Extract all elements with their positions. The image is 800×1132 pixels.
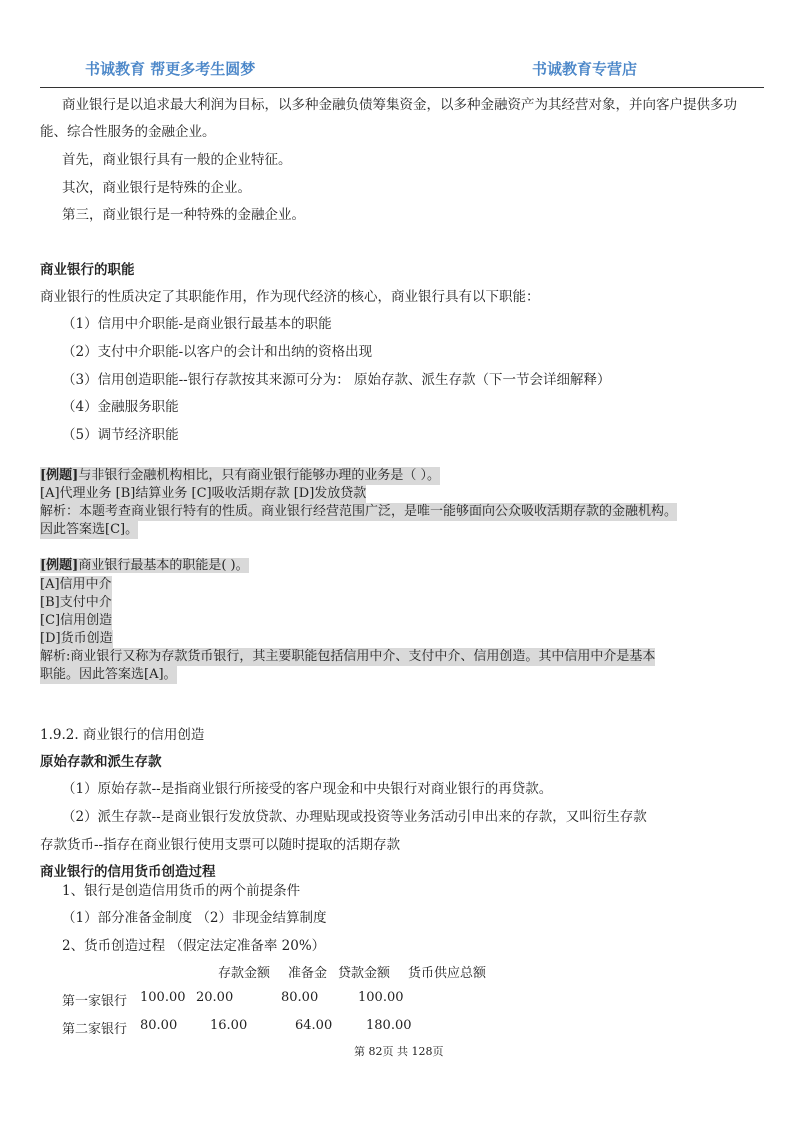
table-row-1-deposit: 100.00 — [140, 990, 186, 1005]
functions-heading: 商业银行的职能 — [40, 262, 135, 278]
section-title: 1.9.2. 商业银行的信用创造 — [40, 727, 205, 743]
section-sub-heading-1: 原始存款和派生存款 — [40, 754, 162, 770]
example2-analysis-1: 解析:商业银行又称为存款货币银行，其主要职能包括信用中介、支付中介、信用创造。其中信用中介是基本 — [40, 649, 656, 664]
functions-lead: 商业银行的性质决定了其职能作用，作为现代经济的核心，商业银行具有以下职能： — [40, 289, 540, 305]
example1-question — [40, 467, 440, 485]
example2-option-c: [C]信用创造 — [40, 613, 113, 628]
table-row-2-deposit: 80.00 — [140, 1018, 178, 1033]
table-row-1-total: 100.00 — [358, 990, 404, 1005]
creation-process: 2、货币创造过程 （假定法定准备率 20%） — [62, 938, 326, 954]
table-row-2-bank: 第二家银行 — [62, 1022, 128, 1037]
function-item-3: （3）信用创造职能--银行存款按其来源可分为： 原始存款、派生存款（下一节会详细解释） — [62, 372, 611, 388]
example1-options: [A]代理业务 [B]结算业务 [C]吸收活期存款 [D]发放贷款 — [40, 486, 367, 501]
table-row-2-reserve: 16.00 — [210, 1018, 248, 1033]
table-row-1-loan: 80.00 — [281, 990, 319, 1005]
table-row-2-loan: 64.00 — [295, 1018, 333, 1033]
function-item-4: （4）金融服务职能 — [62, 399, 179, 415]
example2-question — [40, 557, 249, 575]
example1-analysis-1: 解析：本题考查商业银行特有的性质。商业银行经营范围广泛，是唯一能够面向公众吸收活期存款的金融机构。 — [40, 504, 678, 519]
header-right-title: 书诚教育专营店 — [532, 60, 638, 78]
example2-tag: [例题] — [40, 558, 79, 573]
derived-deposit-item: （2）派生存款--是商业银行发放贷款、办理贴现或投资等业务活动引申出来的存款，又叫衍生存款 — [62, 809, 647, 825]
deposit-money-definition: 存款货币--指存在商业银行使用支票可以随时提取的活期存款 — [40, 837, 401, 853]
example1-analysis-2: 因此答案选[C]。 — [40, 522, 139, 537]
intro-point-1: 首先，商业银行具有一般的企业特征。 — [62, 152, 292, 168]
original-deposit-item: （1）原始存款--是指商业银行所接受的客户现金和中央银行对商业银行的再贷款。 — [62, 781, 553, 797]
page-number: 第 82页 共 128页 — [354, 1045, 444, 1058]
example2-analysis-2: 职能。因此答案选[A]。 — [40, 667, 177, 682]
intro-line-2: 能、综合性服务的金融企业。 — [40, 124, 216, 140]
example1-question-text: 与非银行金融机构相比，只有商业银行能够办理的业务是（ ）。 — [78, 468, 440, 483]
creation-conditions: 1、银行是创造信用货币的两个前提条件 — [62, 883, 301, 899]
function-item-2: （2）支付中介职能-以客户的会计和出纳的资格出现 — [62, 344, 373, 360]
example1-tag: [例题] — [40, 468, 79, 483]
table-header-loan: 贷款金额 — [338, 966, 391, 981]
header-left-title: 书诚教育 帮更多考生圆梦 — [85, 60, 256, 78]
section-sub-heading-2: 商业银行的信用货币创造过程 — [40, 864, 216, 880]
table-header-deposit: 存款金额 — [218, 966, 271, 981]
function-item-5: （5）调节经济职能 — [62, 427, 179, 443]
function-item-1: （1）信用中介职能-是商业银行最基本的职能 — [62, 316, 332, 332]
creation-condition-items: （1）部分准备金制度 （2）非现金结算制度 — [62, 910, 327, 926]
table-row-2-total: 180.00 — [366, 1018, 412, 1033]
table-row-1-bank: 第一家银行 — [62, 994, 128, 1009]
table-header-total: 货币供应总额 — [408, 966, 487, 981]
header-rule — [40, 87, 764, 88]
table-header-reserve: 准备金 — [288, 966, 328, 981]
example2-question-text: 商业银行最基本的职能是( )。 — [78, 558, 249, 573]
example2-option-b: [B]支付中介 — [40, 595, 112, 610]
intro-point-2: 其次，商业银行是特殊的企业。 — [62, 180, 251, 196]
table-row-1-reserve: 20.00 — [196, 990, 234, 1005]
intro-point-3: 第三，商业银行是一种特殊的金融企业。 — [62, 207, 305, 223]
intro-line-1: 商业银行是以追求最大利润为目标，以多种金融负债筹集资金，以多种金融资产为其经营对象，并向客户提供多功 — [62, 97, 737, 113]
example2-option-a: [A]信用中介 — [40, 577, 112, 592]
example2-option-d: [D]货币创造 — [40, 631, 113, 646]
